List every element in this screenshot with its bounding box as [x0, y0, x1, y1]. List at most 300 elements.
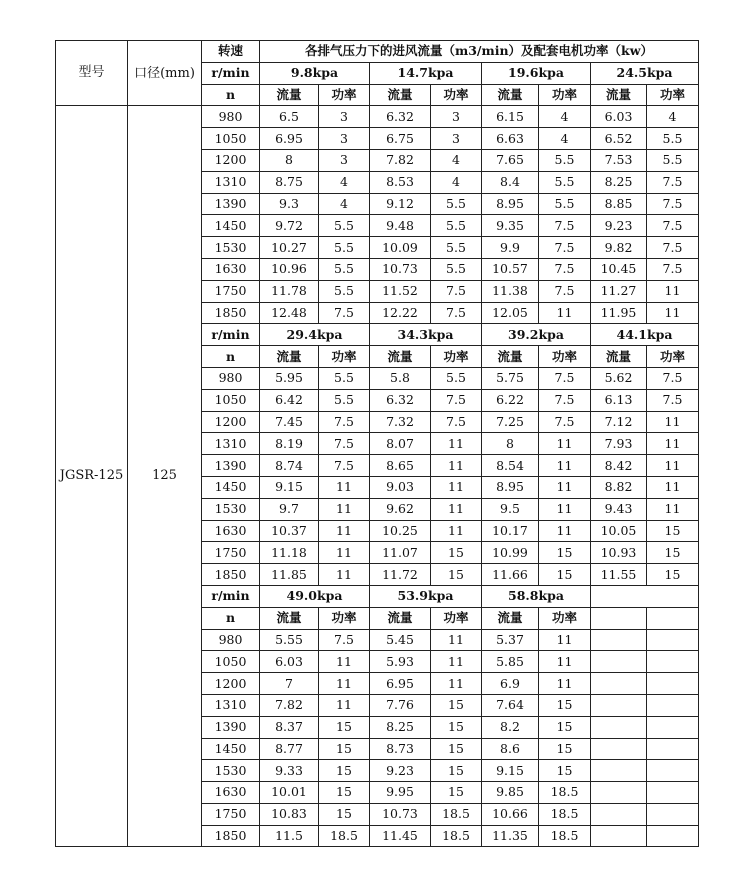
power-cell	[647, 716, 699, 738]
power-cell: 7.5	[431, 389, 482, 411]
power-cell: 11	[647, 455, 699, 477]
power-cell: 7.5	[539, 367, 591, 389]
power-cell: 15	[647, 520, 699, 542]
power-cell: 5.5	[319, 280, 370, 302]
power-cell: 4	[431, 171, 482, 193]
spec-table-body	[56, 41, 699, 847]
flow-cell: 10.17	[482, 520, 539, 542]
flow-cell: 8	[260, 149, 319, 171]
power-cell: 18.5	[431, 825, 482, 847]
flow-cell: 8.74	[260, 455, 319, 477]
power-cell: 7.5	[647, 193, 699, 215]
flow-cell: 9.62	[370, 498, 431, 520]
power-cell: 7.5	[539, 389, 591, 411]
speed-cell: 1310	[202, 171, 260, 193]
speed-cell: 1530	[202, 237, 260, 259]
power-cell	[647, 803, 699, 825]
speed-cell: 1050	[202, 128, 260, 150]
flow-cell: 11.38	[482, 280, 539, 302]
power-cell: 7.5	[647, 237, 699, 259]
flow-cell: 5.75	[482, 367, 539, 389]
power-cell: 7.5	[647, 171, 699, 193]
power-cell: 5.5	[431, 193, 482, 215]
power-cell: 15	[539, 738, 591, 760]
power-cell: 5.5	[431, 258, 482, 280]
flow-cell: 9.48	[370, 215, 431, 237]
flow-cell: 10.96	[260, 258, 319, 280]
bore-header: 口径(mm)	[128, 41, 202, 106]
flow-header: 流量	[482, 84, 539, 106]
rpm-label: r/min	[202, 585, 260, 607]
flow-cell: 5.62	[591, 367, 647, 389]
power-cell: 5.5	[319, 258, 370, 280]
flow-cell: 10.57	[482, 258, 539, 280]
power-cell: 15	[319, 760, 370, 782]
flow-cell: 7.25	[482, 411, 539, 433]
power-cell: 7.5	[539, 411, 591, 433]
pressure-header: 14.7kpa	[370, 62, 482, 84]
power-cell: 4	[319, 171, 370, 193]
flow-cell: 8.77	[260, 738, 319, 760]
power-cell: 11	[431, 629, 482, 651]
flow-cell: 5.85	[482, 651, 539, 673]
power-cell: 5.5	[431, 215, 482, 237]
power-header: 功率	[319, 607, 370, 629]
speed-cell: 1750	[202, 542, 260, 564]
pressure-header: 44.1kpa	[591, 324, 699, 346]
power-cell: 7.5	[319, 433, 370, 455]
power-cell: 15	[319, 782, 370, 804]
power-cell: 7.5	[319, 411, 370, 433]
power-cell: 7.5	[319, 302, 370, 324]
flow-cell: 6.03	[260, 651, 319, 673]
flow-cell: 8.54	[482, 455, 539, 477]
table-row	[56, 106, 699, 128]
header-row-1	[56, 41, 699, 63]
power-cell: 11	[319, 694, 370, 716]
pressure-header: 24.5kpa	[591, 62, 699, 84]
power-header: 功率	[539, 346, 591, 368]
flow-cell: 9.15	[260, 476, 319, 498]
power-cell	[647, 651, 699, 673]
power-cell	[647, 825, 699, 847]
power-cell: 11	[647, 280, 699, 302]
power-cell: 18.5	[431, 803, 482, 825]
flow-cell: 10.93	[591, 542, 647, 564]
power-cell: 11	[647, 411, 699, 433]
power-cell: 4	[319, 193, 370, 215]
power-cell: 11	[539, 433, 591, 455]
flow-cell	[591, 738, 647, 760]
power-header	[647, 607, 699, 629]
power-header: 功率	[647, 84, 699, 106]
flow-cell: 9.9	[482, 237, 539, 259]
power-cell: 7.5	[647, 367, 699, 389]
power-cell: 15	[431, 694, 482, 716]
power-cell: 18.5	[539, 782, 591, 804]
flow-cell	[591, 782, 647, 804]
power-cell: 4	[431, 149, 482, 171]
power-cell: 11	[431, 498, 482, 520]
flow-cell: 9.72	[260, 215, 319, 237]
flow-cell: 9.23	[591, 215, 647, 237]
power-cell: 11	[431, 455, 482, 477]
flow-header: 流量	[482, 346, 539, 368]
power-cell: 7.5	[431, 302, 482, 324]
speed-cell: 1530	[202, 498, 260, 520]
flow-cell: 8.75	[260, 171, 319, 193]
power-cell: 5.5	[647, 149, 699, 171]
flow-header: 流量	[260, 607, 319, 629]
flow-cell: 6.32	[370, 389, 431, 411]
power-header: 功率	[539, 84, 591, 106]
flow-cell: 11.18	[260, 542, 319, 564]
flow-cell: 8.95	[482, 193, 539, 215]
power-cell: 15	[319, 716, 370, 738]
power-cell: 11	[319, 476, 370, 498]
flow-cell: 7.45	[260, 411, 319, 433]
flow-header: 流量	[370, 607, 431, 629]
power-cell: 11	[319, 542, 370, 564]
flow-cell	[591, 760, 647, 782]
flow-cell: 7.12	[591, 411, 647, 433]
power-cell: 7.5	[647, 389, 699, 411]
flow-cell: 8.6	[482, 738, 539, 760]
flow-cell: 6.13	[591, 389, 647, 411]
flow-cell: 11.07	[370, 542, 431, 564]
flow-cell: 9.35	[482, 215, 539, 237]
power-cell: 11	[319, 520, 370, 542]
flow-cell: 9.7	[260, 498, 319, 520]
power-cell: 15	[319, 803, 370, 825]
flow-cell: 10.05	[591, 520, 647, 542]
flow-cell: 9.12	[370, 193, 431, 215]
flow-cell: 11.27	[591, 280, 647, 302]
power-cell: 7.5	[539, 237, 591, 259]
power-cell: 7.5	[319, 455, 370, 477]
power-cell: 11	[431, 433, 482, 455]
power-cell: 7.5	[431, 280, 482, 302]
flow-cell: 12.05	[482, 302, 539, 324]
power-cell: 7.5	[647, 215, 699, 237]
power-cell: 11	[647, 433, 699, 455]
power-cell: 15	[539, 716, 591, 738]
power-header: 功率	[647, 346, 699, 368]
flow-cell: 11.78	[260, 280, 319, 302]
n-label: n	[202, 346, 260, 368]
flow-cell: 10.27	[260, 237, 319, 259]
bore-cell: 125	[128, 106, 202, 847]
power-cell: 11	[539, 302, 591, 324]
speed-cell: 1200	[202, 411, 260, 433]
speed-cell: 1200	[202, 673, 260, 695]
flow-cell: 8.73	[370, 738, 431, 760]
speed-cell: 1630	[202, 520, 260, 542]
power-cell: 5.5	[319, 367, 370, 389]
pressure-header: 34.3kpa	[370, 324, 482, 346]
flow-cell: 8.82	[591, 476, 647, 498]
power-cell: 3	[319, 128, 370, 150]
pressure-header: 9.8kpa	[260, 62, 370, 84]
rpm-label: r/min	[202, 324, 260, 346]
power-cell: 18.5	[319, 825, 370, 847]
power-cell: 15	[431, 564, 482, 586]
speed-cell: 1050	[202, 651, 260, 673]
power-header: 功率	[431, 607, 482, 629]
pressure-header: 53.9kpa	[370, 585, 482, 607]
power-cell: 11	[319, 564, 370, 586]
pressure-header	[591, 585, 699, 607]
flow-cell: 8.42	[591, 455, 647, 477]
flow-cell	[591, 673, 647, 695]
speed-cell: 1850	[202, 302, 260, 324]
power-cell: 11	[539, 629, 591, 651]
power-cell: 3	[319, 149, 370, 171]
flow-cell: 6.95	[260, 128, 319, 150]
flow-cell: 9.15	[482, 760, 539, 782]
power-cell: 3	[431, 128, 482, 150]
power-cell	[647, 738, 699, 760]
flow-cell: 9.43	[591, 498, 647, 520]
speed-cell: 1310	[202, 433, 260, 455]
power-cell: 11	[539, 455, 591, 477]
power-header: 功率	[431, 84, 482, 106]
power-cell: 15	[431, 542, 482, 564]
pressure-header: 29.4kpa	[260, 324, 370, 346]
flow-cell: 8	[482, 433, 539, 455]
model-header: 型号	[56, 41, 128, 106]
rpm-label: r/min	[202, 62, 260, 84]
flow-cell: 11.72	[370, 564, 431, 586]
flow-cell: 7.64	[482, 694, 539, 716]
power-cell: 15	[319, 738, 370, 760]
power-cell: 11	[319, 673, 370, 695]
flow-cell: 10.66	[482, 803, 539, 825]
power-header: 功率	[539, 607, 591, 629]
power-cell: 11	[647, 498, 699, 520]
power-cell: 11	[431, 476, 482, 498]
speed-cell: 1630	[202, 258, 260, 280]
flow-cell: 12.48	[260, 302, 319, 324]
flow-cell: 6.15	[482, 106, 539, 128]
power-cell: 5.5	[539, 193, 591, 215]
flow-cell: 7.82	[260, 694, 319, 716]
power-cell: 5.5	[539, 171, 591, 193]
speed-cell: 980	[202, 629, 260, 651]
speed-cell: 1200	[202, 149, 260, 171]
flow-cell	[591, 716, 647, 738]
flow-cell: 8.19	[260, 433, 319, 455]
n-label: n	[202, 84, 260, 106]
flow-cell: 11.66	[482, 564, 539, 586]
flow-cell: 7.32	[370, 411, 431, 433]
power-cell: 4	[539, 128, 591, 150]
flow-cell: 8.25	[370, 716, 431, 738]
flow-cell: 8.95	[482, 476, 539, 498]
flow-cell: 6.03	[591, 106, 647, 128]
speed-cell: 1450	[202, 476, 260, 498]
flow-cell: 11.95	[591, 302, 647, 324]
flow-cell: 10.09	[370, 237, 431, 259]
power-cell: 11	[539, 673, 591, 695]
flow-cell	[591, 825, 647, 847]
flow-cell: 7.53	[591, 149, 647, 171]
speed-cell: 1750	[202, 280, 260, 302]
power-cell: 5.5	[539, 149, 591, 171]
flow-header: 流量	[260, 84, 319, 106]
flow-cell: 6.5	[260, 106, 319, 128]
flow-cell: 7.65	[482, 149, 539, 171]
power-cell	[647, 760, 699, 782]
flow-header: 流量	[260, 346, 319, 368]
power-cell: 4	[647, 106, 699, 128]
flow-cell	[591, 803, 647, 825]
speed-cell: 1390	[202, 716, 260, 738]
power-cell: 3	[319, 106, 370, 128]
flow-cell: 7	[260, 673, 319, 695]
speed-cell: 1750	[202, 803, 260, 825]
speed-cell: 1450	[202, 215, 260, 237]
flow-cell: 8.37	[260, 716, 319, 738]
flow-header: 流量	[591, 346, 647, 368]
flow-cell: 12.22	[370, 302, 431, 324]
power-cell: 11	[319, 498, 370, 520]
flow-cell: 5.37	[482, 629, 539, 651]
flow-cell: 10.45	[591, 258, 647, 280]
flow-cell: 11.85	[260, 564, 319, 586]
flow-cell: 9.5	[482, 498, 539, 520]
power-cell: 11	[539, 520, 591, 542]
power-cell: 7.5	[647, 258, 699, 280]
power-cell: 5.5	[431, 237, 482, 259]
power-header: 功率	[431, 346, 482, 368]
flow-cell: 8.2	[482, 716, 539, 738]
power-cell: 11	[539, 651, 591, 673]
power-cell: 15	[539, 564, 591, 586]
power-cell: 11	[431, 651, 482, 673]
power-cell: 5.5	[319, 215, 370, 237]
flow-cell: 6.95	[370, 673, 431, 695]
power-cell: 5.5	[319, 237, 370, 259]
flow-cell	[591, 694, 647, 716]
flow-header: 流量	[591, 84, 647, 106]
flow-cell: 9.03	[370, 476, 431, 498]
pressure-header: 49.0kpa	[260, 585, 370, 607]
flow-cell: 11.45	[370, 825, 431, 847]
power-cell: 11	[647, 476, 699, 498]
power-cell: 15	[539, 760, 591, 782]
flow-cell: 10.83	[260, 803, 319, 825]
flow-cell: 6.22	[482, 389, 539, 411]
power-cell: 15	[539, 542, 591, 564]
speed-cell: 1450	[202, 738, 260, 760]
flow-header	[591, 607, 647, 629]
flow-cell: 7.82	[370, 149, 431, 171]
power-cell: 15	[647, 564, 699, 586]
power-cell: 11	[431, 673, 482, 695]
flow-cell: 8.65	[370, 455, 431, 477]
flow-cell: 10.73	[370, 803, 431, 825]
flow-cell: 10.25	[370, 520, 431, 542]
pressure-header: 58.8kpa	[482, 585, 591, 607]
flow-cell: 10.37	[260, 520, 319, 542]
power-cell: 15	[431, 716, 482, 738]
power-cell: 11	[647, 302, 699, 324]
power-cell: 5.5	[319, 389, 370, 411]
flow-cell: 10.99	[482, 542, 539, 564]
power-cell: 7.5	[539, 258, 591, 280]
flow-cell: 8.07	[370, 433, 431, 455]
speed-cell: 980	[202, 106, 260, 128]
power-header: 功率	[319, 84, 370, 106]
power-cell: 3	[431, 106, 482, 128]
flow-cell: 8.25	[591, 171, 647, 193]
flow-cell: 9.95	[370, 782, 431, 804]
power-header: 功率	[319, 346, 370, 368]
flow-cell: 5.55	[260, 629, 319, 651]
flow-cell: 6.63	[482, 128, 539, 150]
flow-cell: 5.45	[370, 629, 431, 651]
flow-cell	[591, 629, 647, 651]
power-cell: 7.5	[319, 629, 370, 651]
flow-cell: 8.85	[591, 193, 647, 215]
speed-cell: 1850	[202, 825, 260, 847]
flow-cell: 6.52	[591, 128, 647, 150]
flow-cell: 6.75	[370, 128, 431, 150]
power-cell: 15	[647, 542, 699, 564]
power-cell: 18.5	[539, 825, 591, 847]
power-cell: 5.5	[647, 128, 699, 150]
flow-cell: 11.35	[482, 825, 539, 847]
flow-header: 流量	[370, 84, 431, 106]
pressure-header: 39.2kpa	[482, 324, 591, 346]
power-cell	[647, 673, 699, 695]
spec-table	[55, 40, 699, 847]
power-cell: 11	[319, 651, 370, 673]
speed-cell: 980	[202, 367, 260, 389]
speed-cell: 1530	[202, 760, 260, 782]
speed-header: 转速	[202, 41, 260, 63]
flow-cell: 9.23	[370, 760, 431, 782]
speed-cell: 1630	[202, 782, 260, 804]
power-cell: 7.5	[539, 280, 591, 302]
flow-cell: 6.9	[482, 673, 539, 695]
power-cell: 11	[539, 476, 591, 498]
power-cell: 15	[431, 782, 482, 804]
flow-cell: 5.95	[260, 367, 319, 389]
flow-cell: 9.3	[260, 193, 319, 215]
power-cell	[647, 694, 699, 716]
flow-cell	[591, 651, 647, 673]
power-cell: 18.5	[539, 803, 591, 825]
speed-cell: 1310	[202, 694, 260, 716]
flow-cell: 11.52	[370, 280, 431, 302]
flow-cell: 9.82	[591, 237, 647, 259]
power-cell	[647, 782, 699, 804]
flow-cell: 9.85	[482, 782, 539, 804]
flow-cell: 8.53	[370, 171, 431, 193]
flow-header: 流量	[482, 607, 539, 629]
power-cell: 15	[539, 694, 591, 716]
speed-cell: 1850	[202, 564, 260, 586]
flow-cell: 7.76	[370, 694, 431, 716]
power-cell: 11	[539, 498, 591, 520]
power-cell	[647, 629, 699, 651]
power-cell: 4	[539, 106, 591, 128]
power-cell: 7.5	[539, 215, 591, 237]
speed-cell: 1050	[202, 389, 260, 411]
flow-cell: 10.73	[370, 258, 431, 280]
